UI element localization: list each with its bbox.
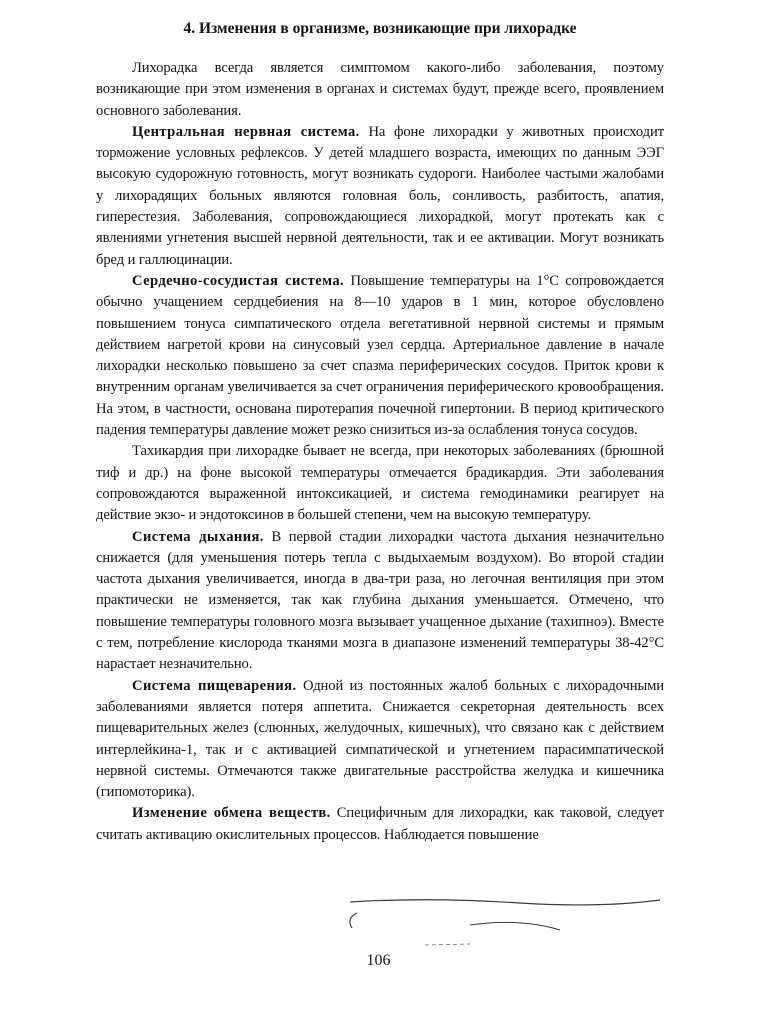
pencil-dash-mark: [425, 944, 470, 945]
paragraph-lead: Центральная нервная система.: [132, 123, 360, 140]
page-number: 106: [366, 952, 391, 969]
paragraph-lead: Изменение обмена веществ.: [132, 805, 331, 822]
pencil-underline-mark: [470, 922, 560, 930]
paragraph-text: На фоне лихорадки у животных происходит торможение условных рефлексов. У детей младшего возраста, имеющих по данным ЭЭГ высокую судорожную готовность, могут возникать судороги. Наиболее частыми жалобами у лихорадящих больных являются головная боль, сонливость, разбитость, апатия, гиперестезия. Заболевания, сопровождающиеся лихорадкой, могут протекать как с явлениями угнетения высшей нервной деятельности, так и ее активации. Могут возникать бред и галлюцинации.: [96, 123, 664, 268]
paragraph-cardiovascular: [96, 271, 664, 441]
paragraph-text: В первой стадии лихорадки частота дыхания незначительно снижается (для уменьшения потерь тепла с выдыхаемым воздухом). Во второй стадии частота дыхания увеличивается, иногда в два-три раза, но легочная вентиляция при этом практически не изменяется, так как глубина дыхания уменьшается. Отмечено, что повышение температуры головного мозга вызывает учащенное дыхание (тахипноэ). Вместе с тем, потребление кислорода тканями мозга в диапазоне изменений температуры 38-42°С нарастает незначительно.: [96, 528, 665, 673]
paragraph-text: Повышение температуры на 1°С сопровождается обычно учащением сердцебиения на 8—10 ударов в 1 мин, которое обусловлено повышением тонуса симпатического отдела вегетативной нервной системы и прямым действием нагретой крови на синусовый узел сердца. Артериальное давление в начале лихорадки несколько повышено за счет спазма периферических сосудов. Приток крови к внутренним органам увеличивается за счет ограничения периферического кровообращения. На этом, в частности, основана пиротерапия почечной гипертонии. В период критического падения температуры давление может резко снизиться из-за ослабления тонуса сосудов.: [96, 272, 664, 439]
paragraph-digestive: [96, 676, 664, 804]
paragraph-lead: Система дыхания.: [132, 528, 264, 545]
paragraph-cns: [96, 122, 664, 271]
paragraph-tachycardia: [96, 441, 664, 526]
paragraph-text: Лихорадка всегда является симптомом какого-либо заболевания, поэтому возникающие при этом изменения в органах и системах будут, прежде всего, проявлением основного заболевания.: [96, 60, 664, 119]
page-body: [96, 18, 664, 846]
paragraph-respiratory: [96, 527, 664, 676]
paragraph-intro: [96, 58, 664, 122]
paragraph-text: Специфичным для лихорадки, как таковой, следует считать активацию окислительных процессов. Наблюдается повышение: [96, 805, 664, 843]
paragraph-lead: Система пищеварения.: [132, 677, 297, 694]
paragraph-metabolism: [96, 803, 664, 846]
pencil-underline-mark: [350, 900, 660, 905]
pencil-arc-mark: [350, 913, 357, 928]
paragraph-text: Тахикардия при лихорадке бывает не всегда, при некоторых заболеваниях (брюшной тиф и др.) на фоне высокой температуры отмечается брадикардия. Эти заболевания сопровождаются выраженной интоксикацией, и система гемодинамики реагирует на действие экзо- и эндотоксинов в большей степени, чем на высокую температуру.: [96, 443, 664, 524]
section-title: 4. Изменения в организме, возникающие при лихорадке: [183, 20, 577, 37]
paragraph-text: Одной из постоянных жалоб больных с лихорадочными заболеваниями является потеря аппетита. Снижается секреторная деятельность всех пищеварительных желез (слюнных, желудочных, кишечных), что связано как с действием интерлейкина-1, так и с активацией симпатической и угнетением парасимпатической нервной системы. Отмечаются также двигательные расстройства желудка и кишечника (гипомоторика).: [96, 677, 664, 801]
paragraph-lead: Сердечно-сосудистая система.: [132, 272, 345, 289]
